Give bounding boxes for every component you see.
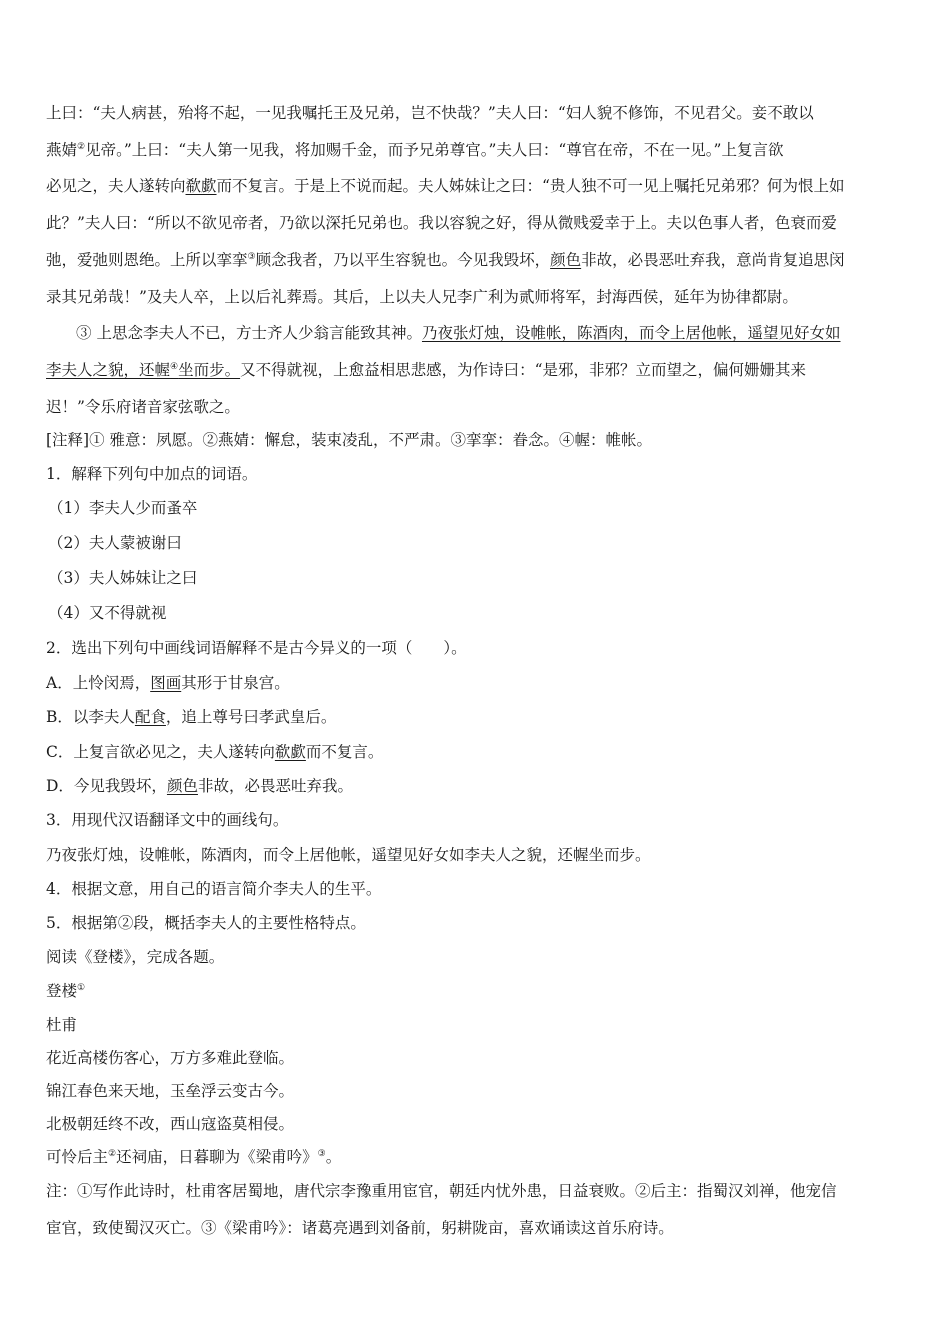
poem-line: 北极朝廷终不改，西山寇盗莫相侵。 (46, 1115, 295, 1133)
annotation-notes: [注释]① 雅意：夙愿。②燕婧：懈怠，装束凌乱，不严肃。③挛挛：眷念。④幄：帷帐。 (46, 431, 653, 449)
poem-notes: 宦官，致使蜀汉灭亡。③《梁甫吟》：诸葛亮遇到刘备前，躬耕陇亩，喜欢诵读这首乐府诗。 (46, 1219, 674, 1237)
poem-line: 可怜后主②还祠庙，日暮聊为《梁甫吟》③。 (46, 1148, 342, 1166)
passage-line (46, 250, 906, 270)
passage-text: 又不得就视，上愈益相思悲感，为作诗曰：“是邪，非邪？立而望之，偏何姗姗其来 (240, 361, 807, 379)
poem-line: 花近高楼伤客心，万方多难此登临。 (46, 1049, 295, 1067)
underlined-sentence: 乃夜张灯烛，设帷帐，陈酒肉，而令上居他帐，遥望见好女如 (421, 324, 841, 342)
footnote-marker: ② (77, 141, 86, 152)
question-2-option-d: D．今见我毁坏，颜色非故，必畏恶吐弃我。 (46, 777, 353, 795)
passage-line: 录其兄弟哉！”及夫人卒，上以后礼葬焉。其后，上以夫人兄李广利为贰师将军，封海西侯，延年为协律都尉。 (46, 288, 798, 306)
question-3: 3．用现代汉语翻译文中的画线句。 (46, 811, 289, 829)
poem-author: 杜甫 (46, 1016, 78, 1034)
question-1-item: （2）夫人蒙被谢曰 (48, 534, 182, 552)
question-1-item: （1）李夫人少而蚤卒 (48, 499, 198, 517)
underlined-term: 图画 (150, 674, 182, 692)
question-2-option-a: A．上怜闵焉，图画其形于甘泉宫。 (46, 674, 290, 692)
passage-text: 非故，必畏恶吐弃我，意尚肯复追思闵 (581, 251, 845, 269)
passage-line (46, 176, 906, 196)
term-yanqing: 燕婧 (46, 141, 78, 159)
footnote-marker: ② (108, 1148, 117, 1159)
passage-text: 见帝。”上曰：“夫人第一见我，将加赐千金，而予兄弟尊官。”夫人曰：“尊官在帝，不在一见。”上复言欲 (85, 141, 784, 159)
underlined-term: 欷歔 (185, 177, 217, 195)
question-2-option-c: C．上复言欲必见之，夫人遂转向欷歔而不复言。 (46, 743, 384, 761)
underlined-sentence: 李夫人之貌，还幄④坐而步。 (46, 361, 241, 379)
poem-notes: 注：①写作此诗时，杜甫客居蜀地，唐代宗李豫重用宦官，朝廷内忧外患，日益衰败。②后主：指蜀汉刘禅，他宠信 (46, 1182, 837, 1200)
passage-text: 必见之，夫人遂转向 (46, 177, 186, 195)
underlined-term: 颜色 (550, 251, 582, 269)
passage-text: 而不复言。于是上不说而起。夫人姊妹让之曰：“贵人独不可一见上嘱托兄弟邪？何为恨上如 (216, 177, 845, 195)
passage-line (46, 140, 906, 160)
underlined-term: 颜色 (166, 777, 198, 795)
question-3-sentence: 乃夜张灯烛，设帷帐，陈酒肉，而令上居他帐，遥望见好女如李夫人之貌，还幄坐而步。 (46, 846, 651, 864)
poem-title: 登楼① (46, 982, 86, 1000)
underlined-term: 欷歔 (274, 743, 306, 761)
footnote-marker: ③ (317, 1148, 326, 1159)
paragraph-number: ③ (76, 324, 92, 342)
poem-line: 锦江春色来天地，玉垒浮云变古今。 (46, 1082, 295, 1100)
question-2-option-b: B．以李夫人配食，追上尊号曰孝武皇后。 (46, 708, 337, 726)
footnote-marker: ④ (170, 361, 179, 372)
footnote-marker: ① (77, 982, 86, 993)
passage-text: 上思念李夫人不已，方士齐人少翁言能致其神。 (96, 324, 422, 342)
footnote-marker: ③ (247, 251, 256, 262)
passage-line: 迟！”令乐府诸音家弦歌之。 (46, 398, 240, 416)
question-4: 4．根据文意，用自己的语言简介李夫人的生平。 (46, 880, 382, 898)
question-1: 1．解释下列句中加点的词语。 (46, 465, 258, 483)
question-1-item: （4）又不得就视 (48, 604, 167, 622)
underlined-term: 配食 (134, 708, 166, 726)
question-5: 5．根据第②段，概括李夫人的主要性格特点。 (46, 914, 366, 932)
passage-line: 此？”夫人曰：“所以不欲见帝者，乃欲以深托兄弟也。我以容貌之好，得从微贱爱幸于上。夫以色事人者，色衰而爱 (46, 214, 837, 232)
passage-line (76, 323, 936, 343)
question-1-item: （3）夫人姊妹让之曰 (48, 569, 198, 587)
passage-text: 弛，爱弛则恩绝。上所以挛挛 (46, 251, 248, 269)
question-2: 2．选出下列句中画线词语解释不是古今异义的一项（ ）。 (46, 639, 467, 657)
poem-intro: 阅读《登楼》，完成各题。 (46, 948, 225, 966)
passage-text: 顾念我者，乃以平生容貌也。今见我毁坏， (255, 251, 551, 269)
passage-line (46, 360, 906, 380)
passage-line: 上曰：“夫人病甚，殆将不起，一见我嘱托王及兄弟，岂不快哉？”夫人曰：“妇人貌不修饰，不见君父。妾不敢以 (46, 104, 814, 122)
